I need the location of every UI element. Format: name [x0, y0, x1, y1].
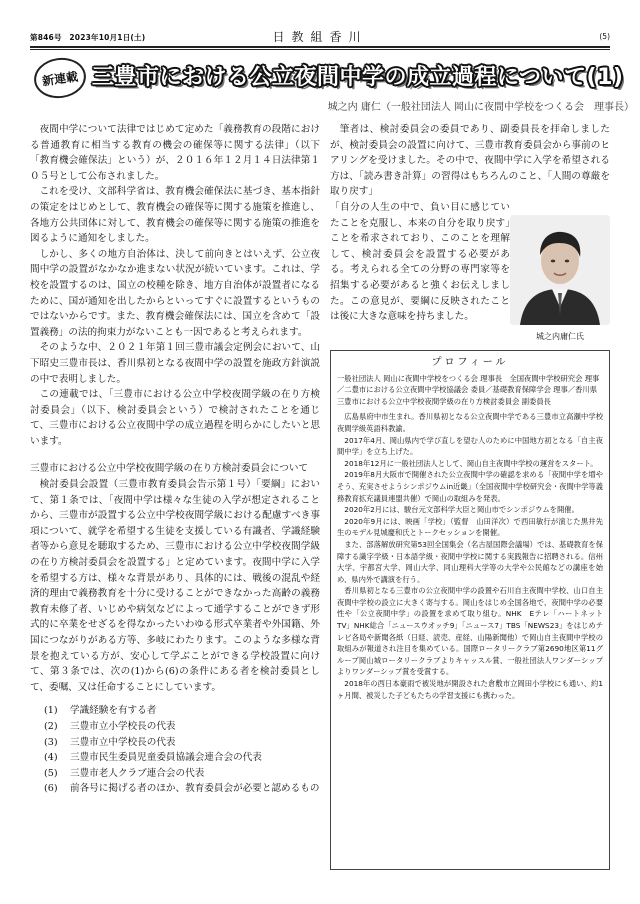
list-item: (6) 前各号に掲げる者のほか、教育委員会が必要と認めるもの — [44, 783, 320, 795]
paragraph: この連載では、「三豊市における公立中学校夜間学級の在り方検討委員会」（以下、検討委員会という）で検討されたことを通じて、三豊市における公立夜間中学の成立過程を明らかにしたいと思います。 — [30, 389, 320, 447]
author-photo-block — [510, 215, 610, 349]
profile-paragraph: 2017年4月、岡山県内で学び直しを望む人のために中国地方初となる「自主夜間中学」を立ち上げた。 — [337, 435, 603, 457]
profile-paragraph: 2018年の西日本豪雨で被災地が開設された倉敷市立岡田小学校にも通い、約1ヶ月間、被災した子どもたちの学習支援にも携わった。 — [337, 679, 603, 700]
portrait-image — [510, 215, 610, 325]
profile-paragraph: 2018年12月に一般社団法人として、岡山自主夜間中学校の運営をスタート。 — [344, 458, 598, 468]
paragraph: しかし、多くの地方自治体は、決して前向きとはいえず、公立夜間中学の設置がなかなか進まない状況が続いています。これは、学校を設置するのは、国立の校種を除き、地方自治体が設置者になるために、国が通知を出したからといってすぐに設置するというものではないからです。また、教育機会確保法には、国立を含めて「設置義務」の法的拘束力がないことも一因であると考えられます。 — [30, 248, 320, 338]
paragraph: 検討委員会設置（三豊市教育委員会告示第１号）「要綱」において、第１条では、「夜間中学は様々な生徒の入学が想定されることから、三豊市が設置する公立中学校夜間学級における配慮すべき事項について、就学を希望する生徒を支援している有識者、学識経験者等から意見を聴取するため、三豊市における公立中学校夜間学級の在り方検討委員会を設置する」と定めています。夜間中学に入学を希望する方は、様々な背景があり、具体的には、戦後の混乱や経済的理由で義務教育を十分に受けることができなかった高齢の義務教育未修了者、いじめや病気などによって通学することができず形式的に卒業をせざるを得なかったいわゆる形式卒業者や外国籍、外国につながりがある方等、多岐にわたります。このような多様な背景を抱えている方が、安心して学ぶことができる学校設置に向けて、第３条では、次の(1)から(6)の条件にある者を検討委員として、委嘱、又は任命することにしています。 — [30, 479, 320, 693]
list-item: (3) 三豊市立中学校長の代表 — [44, 736, 176, 748]
photo-caption: 城之内庸仁氏 — [536, 332, 584, 341]
paragraph: 「自分の人生の中で、負い目に感じていたことを克服し、本来の自分を取り戻す」ことを希求されており、このことを理解して、検討委員会を設置する必要がある。考えられる全ての分野の専門家等を招集する必要があると強くお伝えしました。この意見が、要綱に反映されたことは後に大きな意味を持ちました。 — [330, 201, 510, 323]
profile-paragraph: 2020年9月には、映画「学校」（監督 山田洋次）で西田敏行が演じた黒井先生のモデル見城慶和氏とトークセッションを開催。 — [337, 516, 603, 538]
new-series-badge: 新連載 — [31, 55, 88, 102]
paragraph: 夜間中学について法律ではじめて定めた「義務教育の段階における普通教育に相当する教育の機会の確保等に関する法律」（以下「教育機会確保法」という）が、２０１６年１２月１４日法律第１０５号として公布されました。 — [30, 124, 320, 182]
criteria-list — [44, 703, 320, 797]
profile-heading: プロフィール — [431, 357, 509, 368]
newspaper-name: 日教組香川 — [272, 30, 368, 44]
list-item: (1) 学識経験を有する者 — [44, 705, 157, 717]
header-rule-thin — [30, 49, 610, 50]
issue-date: 第846号 2023年10月1日(土) — [30, 33, 146, 42]
author-photo — [510, 215, 610, 325]
section-heading: 三豊市における公立中学校夜間学級の在り方検討委員会について — [30, 463, 309, 475]
left-column — [30, 122, 320, 797]
list-item: (5) 三豊市老人クラブ連合会の代表 — [44, 767, 205, 779]
author-byline: 城之内 庸仁（一般社団法人 岡山に夜間中学校をつくる会 理事長） — [327, 102, 634, 113]
profile-paragraph: 広島県府中市生まれ。香川県初となる公立夜間中学である三豊市立高瀬中学校夜間学級英語科教諭。 — [337, 412, 603, 433]
list-item: (4) 三豊市民生委員児童委員協議会連合会の代表 — [44, 752, 262, 764]
profile-paragraph: 2019年8月大阪市で開催された公立夜間中学の確認を求める「夜間中学を増やそう、充実させようシンポジウムin近畿」（全国夜間中学校研究会・夜間中学等義務教育拡充議員連盟共催）で岡山の取組みを発表。 — [337, 470, 603, 503]
paragraph: 筆者は、検討委員会の委員であり、副委員長を拝命しましたが、検討委員会の設置に向けて、三豊市教育委員会から事前のヒアリングを受けました。その中で、夜間中学に入学を希望される方は、「読み書き計算」の習得はもちろんのこと、「人間の尊厳を取り戻す」 — [330, 124, 610, 198]
profile-paragraph: また、部落解放研究第53回全国集会（名古屋国際会議場）では、基礎教育を保障する識字学級・日本語学級・夜間中学校に関する実践報告に招聘される。信州大学、宇都宮大学、岡山大学、同山理科大学等の大学や公民館などの講座を始め、県内外で講演を行う。 — [337, 539, 603, 584]
article-title: 三豊市における公立夜間中学の成立過程について(1) — [92, 65, 624, 90]
list-item: (2) 三豊市立小学校長の代表 — [44, 720, 176, 732]
article-title-block — [30, 56, 624, 104]
paragraph: これを受け、文部科学省は、教育機会確保法に基づき、基本指針の策定をはじめとして、教育機会の確保等に関する施策を推進し、各地方公共団体に対して、教育機会の確保等に関する施策の推進を図るように通知をしました。 — [30, 186, 320, 245]
profile-paragraph: 香川県初となる三豊市の公立夜間中学の設置や石川自主夜間中学校、山口自主夜間中学校の設立に大きく寄与する。岡山をはじめ全国各地で、夜間中学の必要性や「公立夜間中学」の設置を求めて取り組む。NHK Eテレ「ハートネットTV」NHK総合「ニュースウオッチ9」「ニュース7」TBS「NEWS23」をはじめテレビ各局や新聞各紙（日経、読売、産経、山陽新聞他）で岡山自主夜間中学校の取組みが報道され注目を集めている。国際ロータリークラブ第2690地区第11グループ岡山城ロータリークラブよりキャッスル賞、一般社団法人ワンダーシップよりワンダーシップ賞を受賞する。 — [337, 586, 603, 677]
profile-box — [330, 350, 610, 870]
paragraph: そのような中、２０２１年第１回三豊市議会定例会において、山下昭史三豊市長は、香川県初となる夜間中学の設置を施政方針演説の中で表明しました。 — [30, 342, 320, 385]
page-header — [30, 28, 610, 44]
profile-paragraph: 2020年2月には、駿台元文部科学大臣と岡山市でシンポジウムを開催。 — [344, 505, 579, 515]
header-rule — [30, 46, 610, 48]
page-number: (5) — [599, 32, 610, 41]
profile-roles: 一般社団法人 岡山に夜間中学校をつくる会 理事長 全国夜間中学校研究会 理事／二豊市における公立夜間中学校協議会 委員／基礎教育保障学会 理事／香川県三豊市における公立中学校夜間学級の在り方検討委員会 副委員長 — [337, 373, 600, 406]
